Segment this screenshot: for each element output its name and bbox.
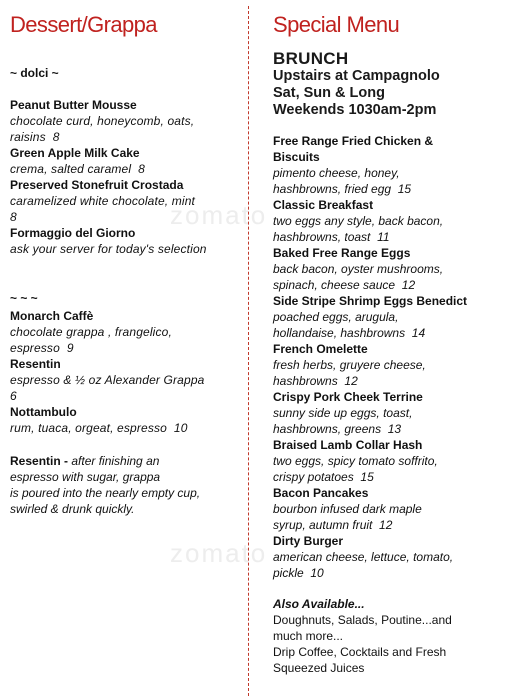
item-name: Side Stripe Shrimp Eggs Benedict — [273, 294, 468, 308]
brunch-items — [273, 133, 509, 581]
item-name: Resentin — [10, 357, 61, 371]
item-name: Nottambulo — [10, 405, 77, 419]
item-desc: american cheese, lettuce, tomato, pickle 10 — [273, 550, 454, 580]
item-desc: ask your server for today's selection — [10, 242, 207, 256]
item-name: Classic Breakfast — [273, 198, 374, 212]
item-name: Crispy Pork Cheek Terrine — [273, 390, 423, 404]
brunch-header — [273, 49, 509, 119]
item-desc: chocolate curd, honeycomb, oats, raisins 8 — [10, 114, 195, 144]
menu-item-stonefruit-crostada — [10, 177, 238, 225]
also-available-line: much more... — [273, 629, 344, 643]
column-divider — [248, 6, 249, 696]
item-name: Monarch Caffè — [10, 309, 94, 323]
dolci-label: ~ dolci ~ — [10, 66, 59, 80]
also-available-line: Squeezed Juices — [273, 661, 365, 675]
menu-item-monarch-caffe — [10, 308, 238, 356]
also-available-line: Doughnuts, Salads, Poutine...and — [273, 613, 452, 627]
note-line: is poured into the nearly empty cup, — [10, 486, 201, 500]
watermark-bottom: zomato — [170, 538, 268, 568]
item-desc: espresso & ½ oz Alexander Grappa 6 — [10, 373, 205, 403]
item-desc: back bacon, oyster mushrooms, spinach, cheese sauce 12 — [273, 262, 444, 292]
brunch-days: Sat, Sun & Long — [273, 85, 385, 101]
menu-item-formaggio — [10, 225, 238, 257]
special-menu-heading: Special Menu — [273, 12, 400, 37]
menu-item-pork-cheek-terrine — [273, 389, 509, 437]
item-desc: fresh herbs, gruyere cheese, hashbrowns 12 — [273, 358, 426, 388]
item-name: Dirty Burger — [273, 534, 344, 548]
dessert-heading: Dessert/Grappa — [10, 12, 157, 37]
also-available-line: Drip Coffee, Cocktails and Fresh — [273, 645, 447, 659]
item-desc: two eggs, spicy tomato soffrito, crispy potatoes 15 — [273, 454, 438, 484]
drinks-list — [10, 308, 238, 436]
item-desc: pimento cheese, honey, hashbrowns, fried egg 15 — [273, 166, 412, 196]
item-desc: bourbon infused dark maple syrup, autumn fruit 12 — [273, 502, 422, 532]
menu-item-french-omelette — [273, 341, 509, 389]
item-name: French Omelette — [273, 342, 368, 356]
item-desc: crema, salted caramel 8 — [10, 162, 145, 176]
menu-item-classic-breakfast — [273, 197, 509, 245]
item-name: Bacon Pancakes — [273, 486, 369, 500]
item-name: Braised Lamb Collar Hash — [273, 438, 423, 452]
menu-item-bacon-pancakes — [273, 485, 509, 533]
note-line: after finishing an — [71, 454, 160, 468]
menu-item-baked-eggs — [273, 245, 509, 293]
dessert-column — [10, 0, 238, 517]
menu-item-fried-chicken — [273, 133, 509, 197]
item-name: Peanut Butter Mousse — [10, 98, 137, 112]
item-name: Formaggio del Giorno — [10, 226, 136, 240]
note-line: espresso with sugar, grappa — [10, 470, 161, 484]
item-desc: caramelized white chocolate, mint 8 — [10, 194, 196, 224]
dessert-list — [10, 97, 238, 257]
section-separator: ~ ~ ~ — [10, 291, 38, 305]
note-title: Resentin - — [10, 454, 69, 468]
item-desc: rum, tuaca, orgeat, espresso 10 — [10, 421, 188, 435]
menu-item-lamb-collar-hash — [273, 437, 509, 485]
item-name: Free Range Fried Chicken & Biscuits — [273, 134, 434, 164]
menu-item-resentin — [10, 356, 238, 404]
menu-item-shrimp-benedict — [273, 293, 509, 341]
item-desc: poached eggs, arugula, hollandaise, hashbrowns 14 — [273, 310, 426, 340]
menu-item-dirty-burger — [273, 533, 509, 581]
also-available-heading: Also Available... — [273, 597, 365, 611]
menu-item-nottambulo — [10, 404, 238, 436]
menu-item-peanut-butter-mousse — [10, 97, 238, 145]
special-menu-column — [273, 0, 509, 676]
menu-item-green-apple-milk-cake — [10, 145, 238, 177]
item-name: Preserved Stonefruit Crostada — [10, 178, 184, 192]
brunch-title: BRUNCH — [273, 49, 349, 68]
item-desc: sunny side up eggs, toast, hashbrowns, greens 13 — [273, 406, 413, 436]
item-name: Green Apple Milk Cake — [10, 146, 140, 160]
item-desc: chocolate grappa , frangelico, espresso 9 — [10, 325, 172, 355]
brunch-hours: Weekends 1030am-2pm — [273, 102, 437, 118]
brunch-location: Upstairs at Campagnolo — [273, 68, 440, 84]
resentin-note — [10, 453, 238, 517]
watermark-top: zomato — [170, 200, 268, 230]
item-desc: two eggs any style, back bacon, hashbrowns, toast 11 — [273, 214, 444, 244]
item-name: Baked Free Range Eggs — [273, 246, 411, 260]
note-line: swirled & drunk quickly. — [10, 502, 135, 516]
